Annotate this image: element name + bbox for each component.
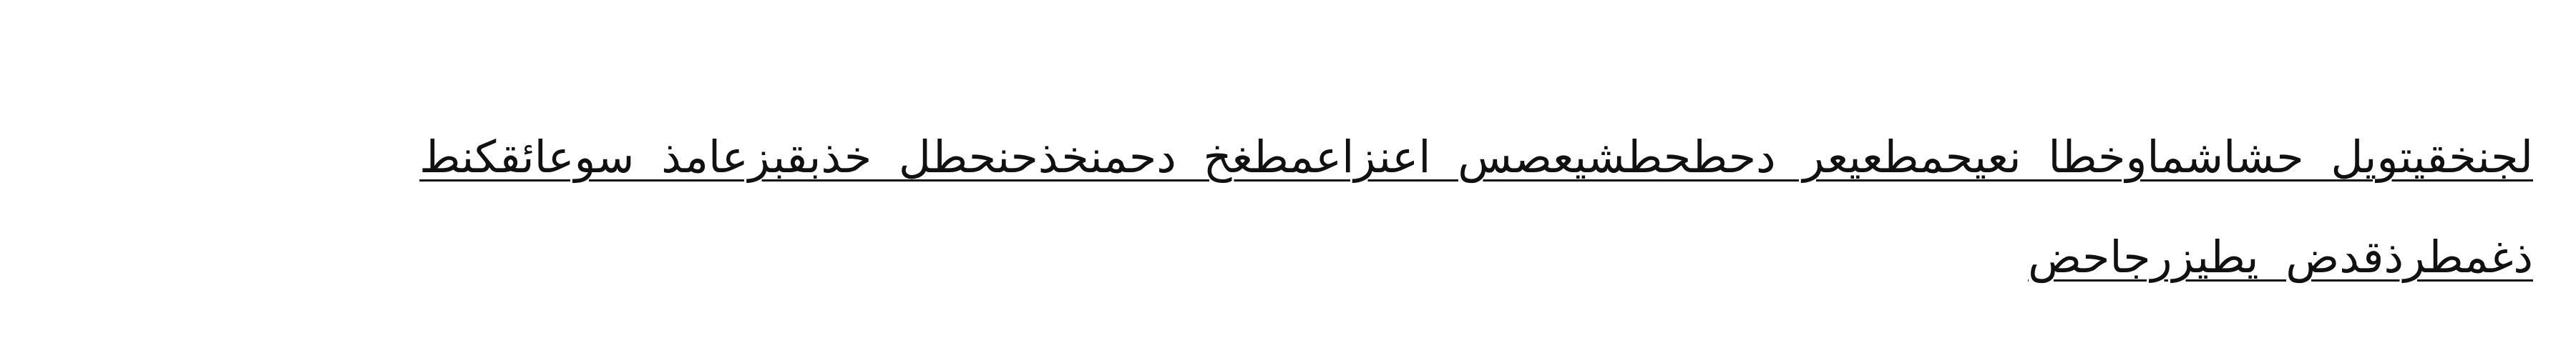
paragraph-text: لجنخقيتويل حشاشماوخطا نعيحمطعيعر دحطحطشيعصس اعنزاعمطغخ دحمنخذحنحطل خذبقبزعامذ سوعائقكنط ذغمطرذقدض يطيزرجاحض	[419, 131, 2533, 283]
